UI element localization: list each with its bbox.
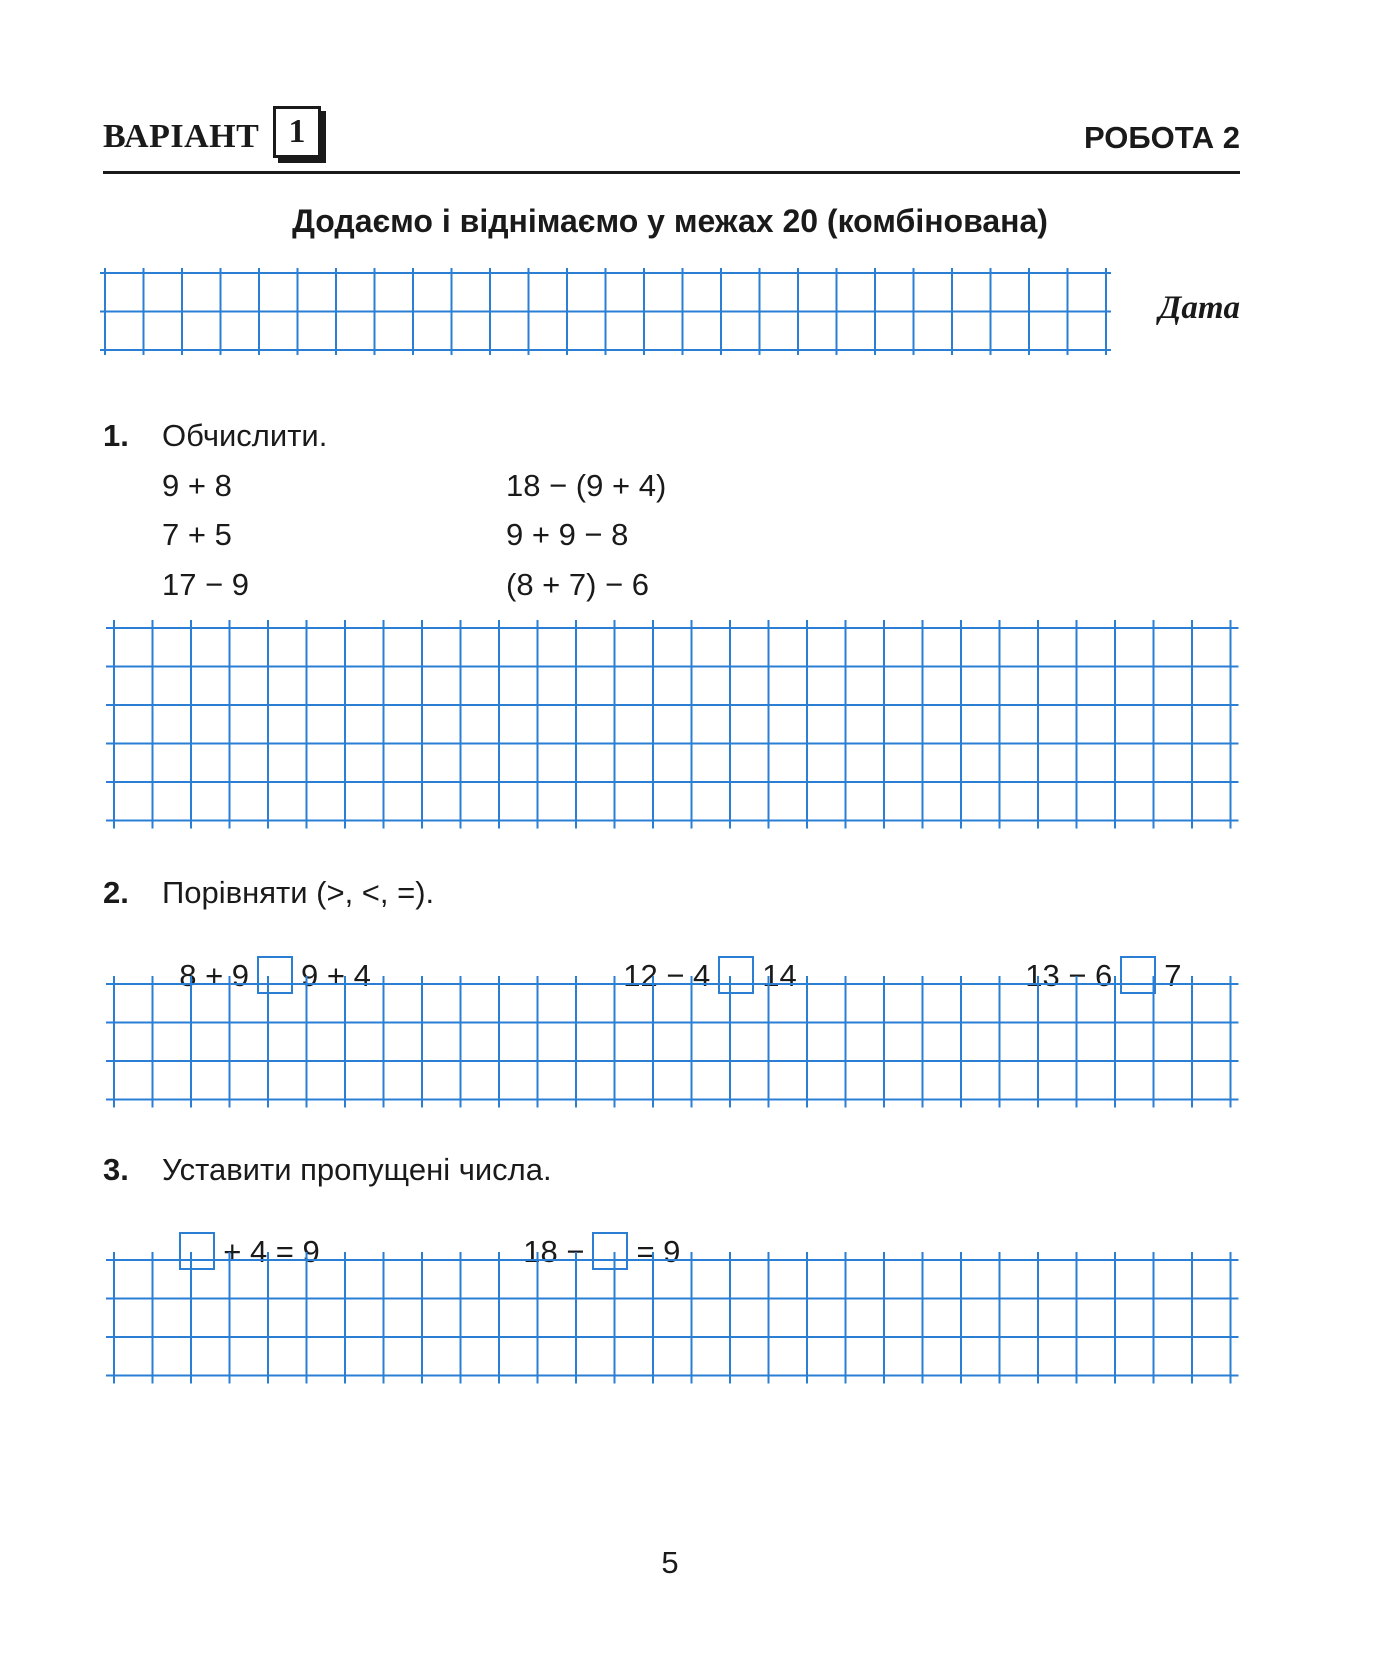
header-divider <box>103 171 1240 174</box>
equation-after: + 4 = 9 <box>223 1234 320 1269</box>
task-3-instruction: Уставити пропущені числа. <box>162 1152 552 1187</box>
comparison-right: 7 <box>1164 958 1182 993</box>
equation-before: 18 − <box>523 1234 585 1269</box>
page-number: 5 <box>661 1545 679 1580</box>
task-1-expression: 9 + 9 − 8 <box>506 517 629 552</box>
task-1-expression: 9 + 8 <box>162 468 232 503</box>
task-1-expression: 17 − 9 <box>162 567 250 602</box>
equation-after: = 9 <box>636 1234 681 1269</box>
comparison-right: 9 + 4 <box>301 958 371 993</box>
task-2-instruction: Порівняти (>, <, =). <box>162 875 435 910</box>
work-label: РОБОТА 2 <box>1084 120 1240 155</box>
comparison-left: 13 − 6 <box>1025 958 1113 993</box>
task-1-expression: 7 + 5 <box>162 517 232 552</box>
comparison-left: 8 + 9 <box>179 958 250 993</box>
task-1-number: 1. <box>103 418 129 453</box>
page-title: Додаємо і віднімаємо у межах 20 (комбінована) <box>292 203 1048 239</box>
variant-number-box: 1 <box>273 106 321 158</box>
task-1-expression: 18 − (9 + 4) <box>506 468 667 503</box>
task-1-expression: (8 + 7) − 6 <box>506 567 650 602</box>
task-3-answer-grid <box>106 1252 1246 1407</box>
task-1-instruction: Обчислити. <box>162 418 328 453</box>
comparison-right: 14 <box>762 958 797 993</box>
date-grid <box>100 268 1112 378</box>
variant-label: ВАРІАНТ <box>103 118 260 155</box>
date-label: Дата <box>1158 290 1240 326</box>
task-2-answer-grid <box>106 976 1246 1131</box>
comparison-left: 12 − 4 <box>623 958 711 993</box>
task-3-number: 3. <box>103 1152 129 1187</box>
task-1-answer-grid <box>106 620 1246 850</box>
task-2-number: 2. <box>103 875 129 910</box>
